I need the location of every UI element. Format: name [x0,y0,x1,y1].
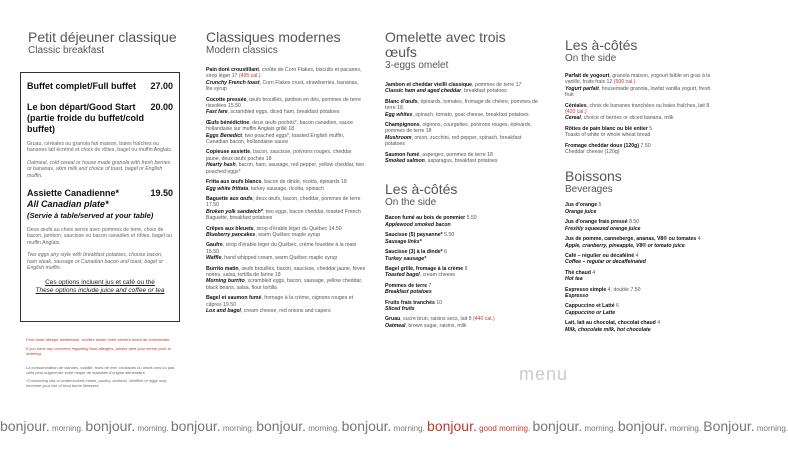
menu-item [565,73,720,99]
item-name: Pain doré croustillant [206,67,260,73]
canadian-plate-en: All Canadian plate* [27,199,109,210]
item-desc-fr: 5 [597,202,602,209]
item-desc-fr: , pommes de terre 17 [472,82,522,88]
banner-word: bonjour. [341,418,392,434]
item-name: Crêpes aux bleuets [206,225,254,232]
item-name-en: Mushroom [385,134,412,141]
menu-list [385,82,540,164]
banner-word: bonjour. [617,418,668,434]
item-desc-fr: , bacon de dinde, ricotta, épinards 18 [261,179,347,186]
item-desc-fr: 8.50 [627,219,640,226]
item-name: Jus de pomme, canneberge, ananas, V8® ou tomates [565,236,697,243]
item-desc-en: , cream cheese, red onions and capers [240,308,331,314]
allergy-fr: Pour toute allergie alimentaire, veuillez aviser votre serveur avant de commander. [26,337,171,342]
item-desc-fr: 4 [590,269,596,276]
item-desc-fr: 4 [655,320,661,327]
item-name: Baguette aux œufs [206,195,253,202]
menu-item [565,103,720,122]
item-name: Bagel et saumon fumé [206,295,262,302]
beverages-subtitle: Beverages [565,184,613,196]
item-desc-en: , two poached eggs*, toasted English muffin, Canadian bacon, hollandaise sauce [206,132,345,146]
menu-item [385,232,540,245]
item-name: Gruau [385,316,401,323]
item-name: Cappuccino et Latté [565,303,615,310]
menu-item [206,97,366,116]
menu-item [385,316,540,329]
item-name-en: Morning burrito [206,278,245,285]
item-desc-fr: , oignons, courgettes, poivrons rouges, épinards, pommes de terre 18 [385,122,532,135]
beverages-list [565,202,720,333]
item-desc-en: , spinach, tomato, goat cheese, breakfast potatoes [412,111,529,118]
menu-item [565,320,720,333]
item-desc-fr: 8 [463,265,468,272]
allergy-notes [26,338,176,389]
item-name-en: Oatmeal [385,322,406,329]
item-desc-fr: 6 [442,249,447,256]
watermark-logo: menu [519,364,569,384]
item-name-en: Milk, chocolate milk, hot chocolate [565,326,651,333]
item-name: Œufs bénédictine [206,119,250,126]
item-desc-fr: , choix de bananes tranchées ou baies fraîches, lait 8 [586,102,710,109]
banner-word: morning. [582,424,618,433]
item-desc-en: , scrambled eggs, diced ham, breakfast potatoes [227,109,340,116]
item-desc-fr: , œufs brouillés, bacon, saucisse, cheddar jaune, fèves noires, salsa, tortilla de farine 18 [206,265,366,278]
item-desc-en: Cheddar cheese (120g) [565,149,620,156]
item-name-en: Espresso [565,292,589,299]
menu-item [206,226,366,239]
menu-item [565,270,720,283]
allergy-en: If you have any concerns regarding food allergies, please alert your server prior to ordering. [26,345,171,356]
banner-word: Bonjour. [703,418,755,434]
item-name: Fromage cheddar doux (120g) [565,142,640,149]
banner-word: bonjour. [0,418,50,434]
canadian-plate-serv: (Servie à table/served at your table) [27,211,154,221]
item-desc-fr: , épinards, tomates, fromage de chèvre, pommes de terre 18 [385,98,538,112]
full-buffet: Buffet complet/Full buffet 27.00 [27,81,173,91]
item-name: Fritta aux œufs blancs [206,179,262,186]
item-desc-en: , breakfast potatoes [461,88,507,95]
item-name-en: Fast fare [206,109,228,116]
menu-item [565,287,720,300]
item-name: Rôties de pain blanc ou blé entier [565,125,648,132]
menu-item [385,152,540,165]
good-start-sub: (partie froide du buffet/cold buffet) [27,113,144,134]
item-desc-fr: , granola maison, yogourt faible en gras à la vanille, fruits frais 12 [565,73,711,86]
banner-word: bonjour. [532,418,583,434]
item-name-en: Blueberry pancakes [206,231,256,238]
item-desc-fr: 7.50 [639,142,651,149]
raw-note-en: *Consuming raw or undercooked meats, poultry, seafood, shellfish or eggs may increase your risk of food borne illnesses. [26,377,167,388]
item-name-en: Toasted bagel [385,272,420,279]
menu-item [565,126,720,139]
menu-item [385,300,540,313]
item-name-en: Classic ham and aged cheddar [385,88,462,95]
menu-item [385,215,540,228]
item-name: Copieuse assiette [206,149,251,156]
section-title: Omelette avec trois œufs [385,29,506,60]
sides-title: Les à-côtés [385,181,458,198]
classic-breakfast-section [28,30,177,57]
item-name: Parfait de yogourt [565,73,610,79]
item-name-en: Coffee – regular or decaffeinated [565,259,646,266]
item-desc-fr: , asperges, pommes de terre 18 [419,151,493,158]
item-name-en: Waffle [206,255,222,262]
item-desc-en: , scrambled eggs, bacon, sausage, yellow cheddar, black beans, salsa, flour tortilla [206,278,363,291]
item-name-en: Turkey sausage* [385,255,427,262]
item-desc-fr: , sirop d'érable léger du Québec 14.50 [253,225,342,232]
item-name-en: Crunchy French toast [206,79,260,86]
item-name-en: Smoked salmon [385,158,425,165]
item-name: Gaufre [206,242,223,249]
item-desc-fr: 10 [434,299,443,306]
menu-item [385,122,540,148]
bonjour-banner [0,418,788,440]
banner-word: morning. [754,424,788,433]
item-name-en: Freshly squeezed orange juice [565,225,641,232]
menu-item [565,143,720,156]
item-name: Cocotte pressée [206,96,247,103]
buffet-desc-en: Oatmeal, cold cereal or house made granola with fresh berries or bananas, skim milk and choice of toast, bagel or English muffin. [27,159,171,179]
item-desc-fr: , sirop d'érable léger du Québec, crème fouettée à la main 15.50 [206,242,357,255]
plate-desc-en: Two eggs any style with breakfast potatoes, choose bacon, ham steak, sausage or Canadian bacon and toast, bagel or English muffin. [27,252,164,272]
item-name: Champignons [385,122,420,129]
menu-item [565,202,720,215]
item-name-en: Breakfast potatoes [385,289,432,296]
item-name: Bacon fumé au bois de pommier [385,215,466,222]
section-subtitle: 3-eggs omelet [385,60,449,71]
menu-item [565,219,720,232]
banner-word: morning. [391,424,428,433]
item-desc-en: , hand whipped cream, warm Québec maple syrup [221,255,338,262]
menu-item [206,179,366,192]
item-desc-fr: 4 [696,236,701,243]
menu-item [385,249,540,262]
menu-item [565,303,720,316]
item-name-en: Apple, cranberry, pineapple, V8® or tomato juice [565,242,685,249]
item-calories: (440 cal.) [471,316,495,323]
menu-item [385,283,540,296]
menu-item [385,99,540,118]
menu-item [206,266,366,292]
menu-item [206,67,366,93]
plate-desc-fr: Deux œufs au choix servis avec pommes de terre, choix de bacon, jambon, saucisse ou bacon canadien et rôties, bagel ou muffin Anglais. [27,227,173,246]
item-desc-fr: , bacon, saucisse, poivrons rouges, cheddar jaune, deux œufs pochés 18 [206,149,352,162]
item-desc-fr: 7 [427,282,432,289]
item-name-en: Lox and bagel [206,308,241,314]
item-calories: (500 cal.) [612,79,636,86]
options-note: Ces options incluent jus et café ou thé These options include juice and coffee or tea [35,279,165,295]
item-name: Fruits frais tranchés [385,299,435,306]
sides-subtitle: On the side [385,197,437,209]
item-name-en: Hearty hash [206,162,236,169]
section-title: Classiques modernes [206,29,341,45]
item-name-en: Orange juice [565,208,597,215]
item-name: Blanc d'œufs [385,98,418,105]
item-calories: (495 cal.) [237,73,261,80]
item-name-en: Sliced fruits [385,305,415,312]
item-name: Pommes de terre [385,282,428,289]
item-desc-en: , warm Québec maple syrup [255,231,321,238]
section-subtitle: Modern classics [206,45,278,56]
banner-word: bonjour. [85,418,136,434]
item-name: Saucisse (5) paysanne* [385,232,443,239]
item-name-en: Sausage links* [385,238,422,245]
menu-item [206,196,366,222]
item-calories: (420 cal.) [565,109,587,116]
canadian-plate: Assiette Canadienne* 19.50 [27,188,173,199]
item-desc-en: , cream cheese [419,272,456,279]
item-desc-en: , turkey sausage, ricotta, spinach [248,185,324,192]
item-desc-en: , asparagus, breakfast potatoes [424,158,498,165]
menu-item [206,295,366,314]
menu-list [206,67,366,314]
item-name: Lait, lait au chocolat, chocolat chaud [565,320,656,327]
banner-word: bonjour. [256,418,307,434]
menu-item [206,149,366,175]
item-name: Café – régulier ou décaféiné [565,252,635,259]
sides-section [565,38,720,337]
menu-list [565,73,720,155]
item-name: Thé chaud [565,269,591,276]
sides-list [385,215,540,329]
banner-word: morning. [306,424,342,433]
item-name-en: Eggs Benedict [206,132,243,139]
banner-word: morning. [220,424,257,433]
menu-item [565,253,720,266]
item-name: Jambon et cheddar vieilli classique [385,82,473,88]
item-desc-fr: 4 [634,252,639,259]
item-name: Saumon fumé [385,151,420,158]
item-desc-fr: , sucre brun, raisins secs, lait 9 [400,316,472,323]
banner-word: bonjour. [170,418,221,434]
item-name: Bagel grillé, fromage à la crème [385,265,464,272]
item-desc-en: , housemade granola, lowfat vanilla yogurt, fresh fruit [565,85,711,99]
section-subtitle: On the side [565,53,617,64]
good-start: Le bon départ/Good Start 20.00 [27,102,173,112]
item-desc-en: , bacon, ham, sausage, red pepper, yellow cheddar, two poached eggs* [206,162,365,175]
menu-item [206,242,366,261]
item-desc-fr: 5 [647,125,653,132]
item-name: Espresso simple [565,286,607,293]
section-title: Petit déjeuner classique [28,29,177,45]
item-desc-en: , brown sugar, raisins, milk [405,322,467,329]
item-desc-fr: 6 [614,303,619,310]
menu-item [206,120,366,146]
beverages-title: Boissons [565,168,622,185]
item-desc-en: , choice of berries or sliced banana, milk [580,115,674,122]
banner-word: good morning. [476,424,533,433]
item-name-en: Egg white frittata [206,185,249,192]
item-name: Burrito matin [206,265,239,272]
buffet-desc-fr: Gruau, céréales ou granola fait maison, baies fraîches ou bananes lait écrémé et choix de rôties, bagel ou muffin Anglais. [27,141,173,154]
item-name-en: Applewood smoked bacon [385,221,451,228]
item-desc-fr: 5.50 [465,215,477,222]
item-desc-fr: ; deux œufs, bacon, cheddar, pommes de terre 17.50 [206,195,361,209]
item-desc-fr: 5.50 [442,232,455,239]
modern-classics-section [206,30,366,318]
item-desc-fr: , œufs brouillés, jambon en dés, pommes de terre rissolées 15.50 [206,96,361,110]
item-name-en: Yogurt parfait [565,85,599,92]
item-desc-en: Toasts of white or whole wheat bread [565,132,651,139]
item-name: Jus d'orange frais pressé [565,219,628,226]
item-name: Jus d'orange [565,202,598,209]
item-desc-fr: , deux œufs pochés*, bacon canadien, sauce hollandaise sur muffin Anglais grillé 18 [206,119,354,133]
item-desc-en: , onion, zucchini, red pepper, spinach, breakfast potatoes [385,134,522,148]
item-desc-fr: , croûte de Corn Flakes, biscuits et pacanes, sirop léger 17 [206,67,362,80]
banner-word: bonjour. [427,418,477,434]
banner-word: morning. [49,424,86,433]
item-name: Saucisse (3) à la dinde* [385,249,443,256]
item-desc-fr: 4, double 7.50 [606,286,641,293]
banner-word: morning. [135,424,171,433]
item-desc-en: , Corn Flakes crust, strawberries, bananas, lite syrup [206,79,359,93]
omelet-section [385,30,540,333]
menu-item [385,266,540,279]
menu-item [385,82,540,95]
item-name-en: Egg whites [385,111,413,118]
item-name-en: Broken yolk sandwich* [206,208,263,215]
item-desc-fr: , fromage à la crème, oignons rouges et câpres 19.50 [206,295,354,308]
item-name: Céréales [565,102,587,109]
breakfast-box [20,72,180,322]
menu-item [565,236,720,249]
raw-note-fr: La consommation de viandes, volaille, fruits de mer, crustacés ou oeufs crus ou pas cuits peut augmenter votre risque de maladies d'origine alimentaire. [26,365,175,376]
section-title: Les à-côtés [565,37,638,53]
item-name-en: Cappuccino or Latte [565,309,616,316]
item-desc-en: , two eggs, bacon cheddar, toasted French Baguette, breakfast potatoes [206,208,361,222]
section-subtitle: Classic breakfast [28,45,105,56]
item-name-en: Cereal [565,115,581,122]
banner-word: morning. [667,424,704,433]
item-name-en: Hot tea [565,276,583,283]
